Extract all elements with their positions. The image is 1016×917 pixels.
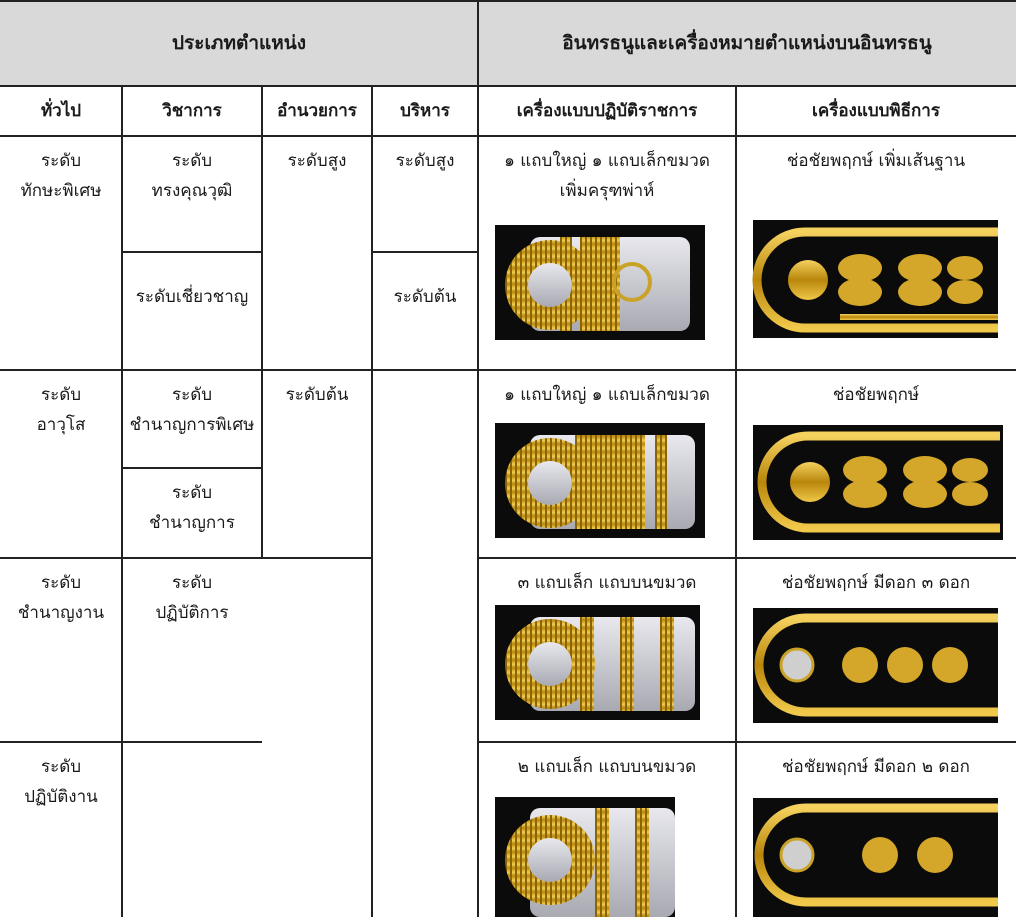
academic-level-5-line2: ปฏิบัติการ bbox=[155, 603, 229, 623]
academic-level-1 bbox=[122, 146, 262, 206]
epaulette-ceremonial-2 bbox=[753, 425, 1003, 540]
working-desc-1-line2: เพิ่มครุฑพ่าห์ bbox=[559, 181, 655, 201]
ceremonial-desc-2: ช่อชัยพฤกษ์ bbox=[832, 385, 920, 405]
academic-level-5 bbox=[122, 568, 262, 628]
ceremonial-desc-4: ช่อชัยพฤกษ์ มีดอก ๒ ดอก bbox=[782, 757, 970, 777]
working-desc-1-line1: ๑ แถบใหญ่ ๑ แถบเล็กขมวด bbox=[504, 151, 710, 171]
general-level-3-line2: ชำนาญงาน bbox=[17, 603, 105, 623]
working-desc-4: ๒ แถบเล็ก แถบบนขมวด bbox=[517, 757, 697, 777]
epaulette-ceremonial-4 bbox=[753, 798, 998, 917]
general-level-3-line1: ระดับ bbox=[40, 573, 82, 593]
epaulette-working-1 bbox=[495, 225, 705, 340]
general-level-2-line2: อาวุโส bbox=[36, 415, 86, 435]
epaulette-ceremonial-1 bbox=[753, 220, 998, 338]
subheader-director: อำนวยการ bbox=[277, 101, 357, 121]
academic-level-4 bbox=[122, 478, 262, 538]
ceremonial-desc-1: ช่อชัยพฤกษ์ เพิ่มเส้นฐาน bbox=[786, 151, 966, 171]
epaulette-working-3 bbox=[495, 605, 700, 720]
header-insignia: อินทรธนูและเครื่องหมายตำแหน่งบนอินทรธนู bbox=[478, 0, 1016, 85]
academic-level-3 bbox=[122, 380, 262, 440]
academic-level-4-line2: ชำนาญการ bbox=[149, 513, 235, 533]
working-desc-1 bbox=[478, 146, 736, 206]
general-level-1-line2: ทักษะพิเศษ bbox=[20, 181, 102, 201]
general-level-3 bbox=[0, 568, 122, 628]
academic-level-2 bbox=[122, 282, 262, 312]
general-level-4-line1: ระดับ bbox=[40, 757, 82, 777]
general-level-2 bbox=[0, 380, 122, 440]
subheader-working-uniform: เครื่องแบบปฏิบัติราชการ bbox=[516, 101, 698, 121]
epaulette-working-4 bbox=[495, 797, 675, 917]
working-desc-3: ๓ แถบเล็ก แถบบนขมวด bbox=[517, 573, 697, 593]
academic-level-5-line1: ระดับ bbox=[171, 573, 213, 593]
general-level-1 bbox=[0, 146, 122, 206]
header-position-type: ประเภทตำแหน่ง bbox=[0, 0, 478, 85]
director-level-low: ระดับต้น bbox=[285, 385, 349, 405]
subheader-academic: วิชาการ bbox=[162, 101, 222, 121]
general-level-2-line1: ระดับ bbox=[40, 385, 82, 405]
academic-level-3-line2: ชำนาญการพิเศษ bbox=[129, 415, 255, 435]
subheader-executive: บริหาร bbox=[400, 101, 450, 121]
executive-level-low: ระดับต้น bbox=[393, 287, 457, 307]
subheader-ceremonial-uniform: เครื่องแบบพิธีการ bbox=[812, 101, 940, 121]
general-level-1-line1: ระดับ bbox=[40, 151, 82, 171]
epaulette-ceremonial-3 bbox=[753, 608, 998, 723]
academic-level-1-line1: ระดับ bbox=[171, 151, 213, 171]
academic-level-2-text: ระดับเชี่ยวชาญ bbox=[135, 287, 249, 307]
academic-level-1-line2: ทรงคุณวุฒิ bbox=[151, 181, 233, 201]
subheader-general: ทั่วไป bbox=[40, 101, 82, 121]
ceremonial-desc-3: ช่อชัยพฤกษ์ มีดอก ๓ ดอก bbox=[781, 573, 971, 593]
general-level-4 bbox=[0, 752, 122, 812]
general-level-4-line2: ปฏิบัติงาน bbox=[24, 787, 98, 807]
academic-level-3-line1: ระดับ bbox=[171, 385, 213, 405]
epaulette-working-2 bbox=[495, 423, 705, 538]
executive-level-high: ระดับสูง bbox=[395, 151, 455, 171]
working-desc-2: ๑ แถบใหญ่ ๑ แถบเล็กขมวด bbox=[504, 385, 710, 405]
director-level-high: ระดับสูง bbox=[287, 151, 347, 171]
academic-level-4-line1: ระดับ bbox=[171, 483, 213, 503]
